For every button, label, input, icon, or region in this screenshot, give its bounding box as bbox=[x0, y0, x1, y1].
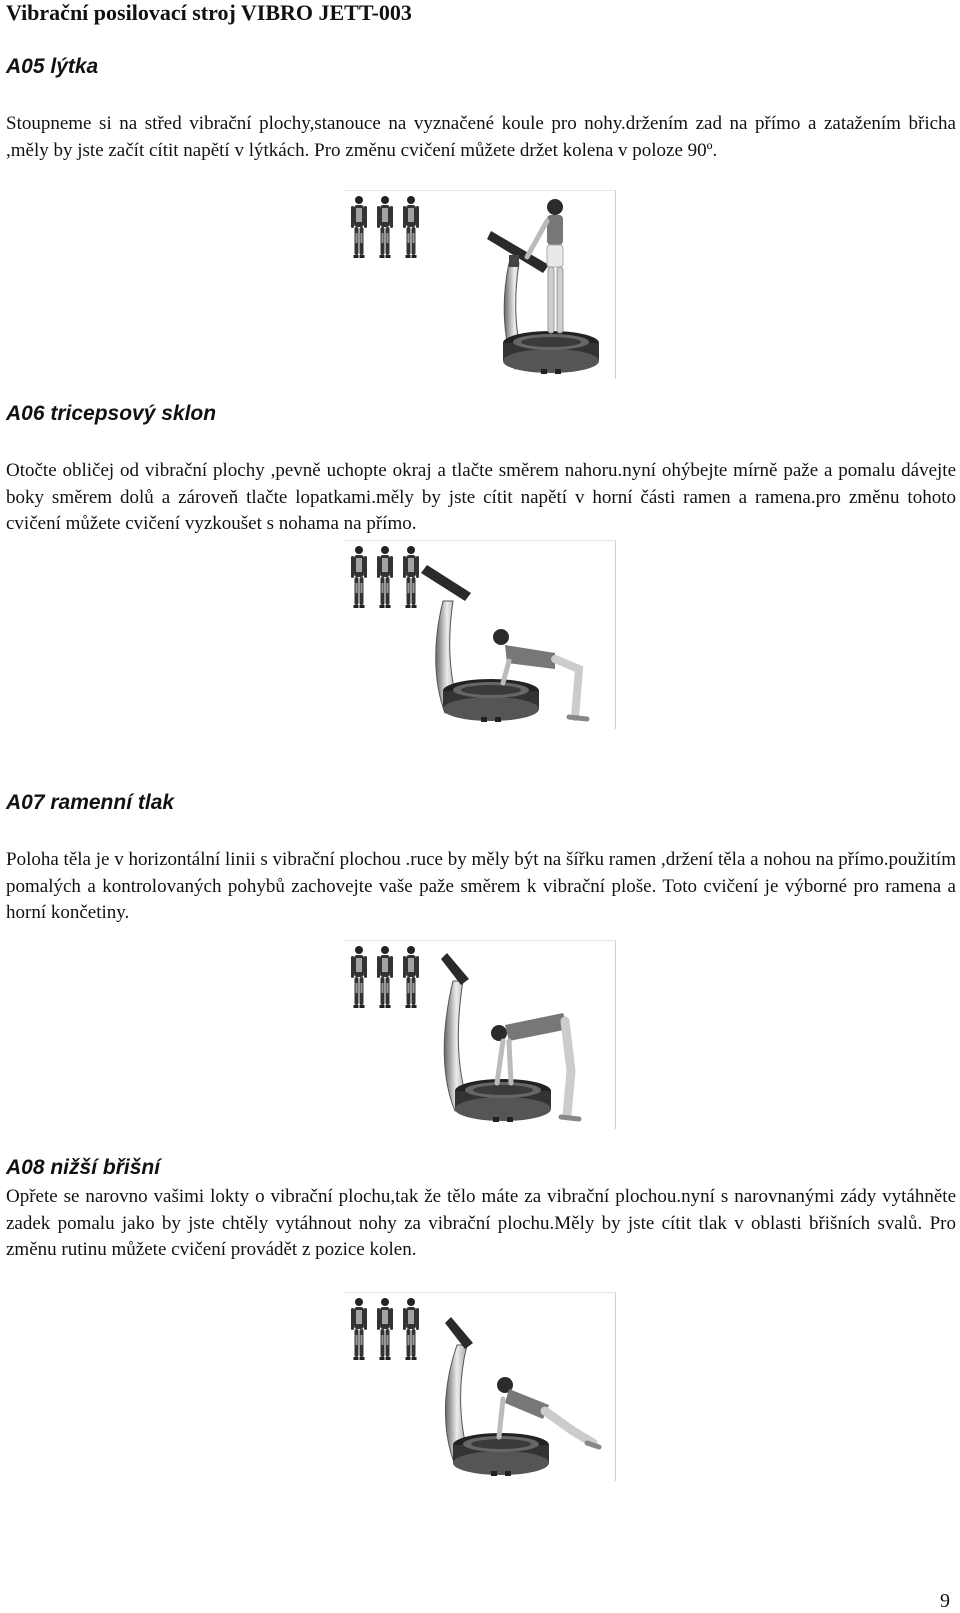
shoulder-press-on-plate-illustration bbox=[343, 941, 615, 1129]
figure-a05 bbox=[343, 190, 616, 379]
section-heading-a06: A06 tricepsový sklon bbox=[6, 402, 217, 425]
section-text-a07: Poloha těla je v horizontální linii s vibrační plochou .ruce by měly být na šířku ramen ,držení těla a nohou na přímo.použitím pomalých a kontrolovaných pohybů zachovejte vaše paže směrem k vibrační ploše. Toto cvičení je výborné pro ramena a horní končetiny. bbox=[6, 849, 956, 923]
figure-a06 bbox=[343, 540, 616, 729]
section-heading-a07: A07 ramenní tlak bbox=[6, 791, 175, 814]
triceps-dip-on-plate-illustration bbox=[343, 541, 615, 729]
section-text-a06: Otočte obličej od vibrační plochy ,pevně uchopte okraj a tlačte směrem nahoru.nyní ohýbejte mírně paže a pomalu dávejte boky směrem dolů a zároveň tlačte lopatkami.měly by jste cítit napětí v horní části ramen a ramena.pro změnu tohoto cvičení můžete cvičení vyzkoušet s nohama na přímo. bbox=[6, 460, 956, 534]
figure-a08 bbox=[343, 1292, 616, 1481]
section-heading-a08: A08 nižší břišní bbox=[6, 1156, 161, 1179]
lower-abs-plank-on-plate-illustration bbox=[343, 1293, 615, 1481]
standing-on-vibration-plate-illustration bbox=[343, 191, 615, 379]
page-number: 9 bbox=[940, 1590, 950, 1612]
section-heading-a05: A05 lýtka bbox=[6, 55, 99, 78]
figure-a07 bbox=[343, 940, 616, 1129]
section-text-a05: Stoupneme si na střed vibrační plochy,stanouce na vyznačené koule pro nohy.držením zad na přímo a zatažením břicha ,měly by jste začít cítit napětí v lýtkách. Pro změnu cvičení můžete držet kolena v poloze 90º. bbox=[6, 113, 956, 161]
document-title: Vibrační posilovací stroj VIBRO JETT-003 bbox=[6, 0, 412, 25]
section-text-a08: Opřete se narovno vašimi lokty o vibrační plochu,tak že tělo máte za vibrační plochou.nyní s narovnanými zády vytáhněte zadek pomalu jako by jste chtěly vytáhnout nohy za vibrační plochu.Měly by jste cítit tlak v oblasti břišních svalů. Pro změnu rutinu můžete cvičení provádět z pozice kolen. bbox=[6, 1186, 956, 1260]
